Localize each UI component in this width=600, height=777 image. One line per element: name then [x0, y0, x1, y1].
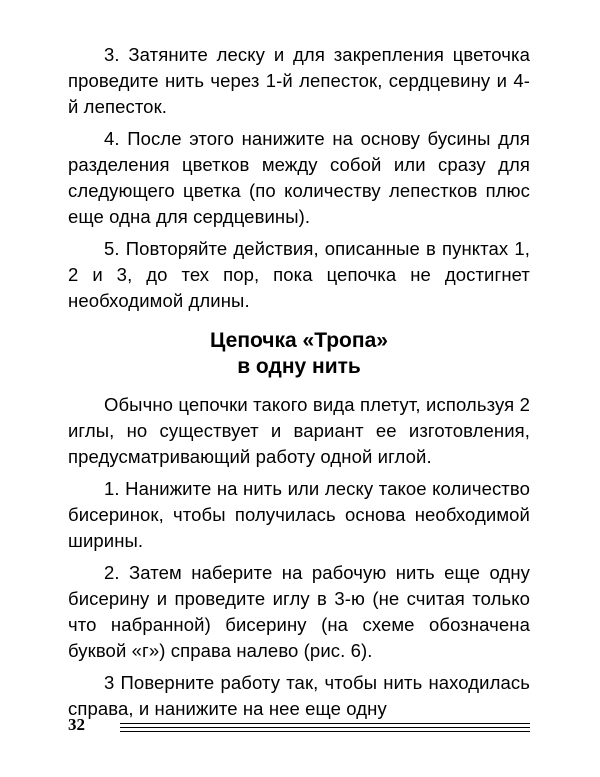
paragraph-step-2: 2. Затем наберите на рабочую нить еще одну бисерину и проведите иглу в 3-ю (не считая только что набранной) бисерину (на схеме обозначена буквой «г») справа налево (рис. 6).	[68, 562, 530, 661]
paragraph-intro: Обычно цепочки такого вида плетут, используя 2 иглы, но существует и вариант ее изготовления, предусматривающий работу одной иглой.	[68, 394, 530, 467]
section-heading-line-2: в одну нить	[237, 355, 361, 378]
paragraph-step-5: 5. Повторяйте действия, описанные в пунктах 1, 2 и 3, до тех пор, пока цепочка не достигнет необходимой длины.	[68, 238, 530, 311]
paragraph-step-1: 1. Нанижите на нить или леску такое количество бисеринок, чтобы получилась основа необходимой ширины.	[68, 478, 530, 551]
paragraph-step-4: 4. После этого нанижите на основу бусины для разделения цветков между собой или сразу для следующего цветка (по количеству лепестков плюс еще одна для сердцевины).	[68, 128, 530, 227]
section-heading	[68, 328, 530, 380]
footer-rule	[120, 723, 530, 724]
footer-rule	[120, 727, 530, 728]
paragraph-step-3: 3. Затяните леску и для закрепления цветочка проведите нить через 1-й лепесток, сердцевину и 4-й лепесток.	[68, 44, 530, 117]
page-number: 32	[68, 715, 85, 734]
paragraph-step-3b: 3 Поверните работу так, чтобы нить находилась справа, и нанижите на нее еще одну	[68, 672, 530, 719]
page-body	[68, 42, 530, 728]
page-footer	[68, 714, 530, 736]
section-heading-line-1: Цепочка «Тропа»	[210, 329, 388, 352]
footer-rule	[120, 731, 530, 732]
